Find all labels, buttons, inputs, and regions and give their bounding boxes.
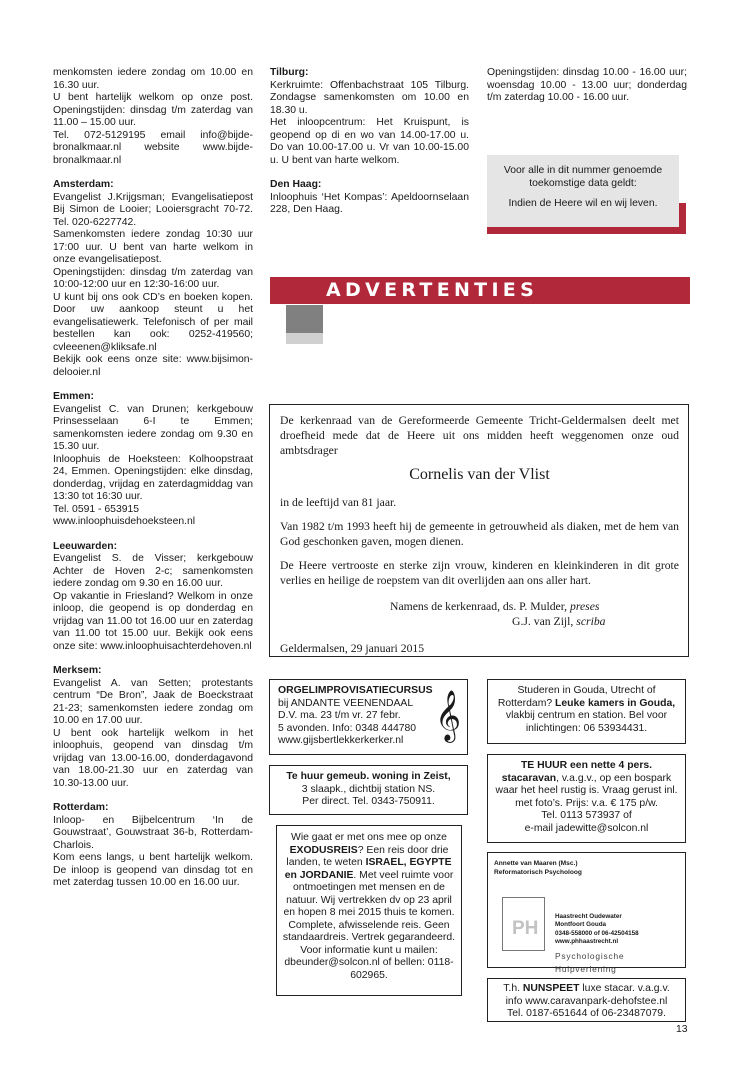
signature-line [280,614,679,629]
section-heading-amsterdam: Amsterdam: [53,179,114,190]
section-heading-emmen: Emmen: [53,391,94,402]
text-paragraph: Openingstijden: dinsdag 10.00 - 16.00 uur; woensdag 10.00 - 13.00 uur; donderdag t/m zaterdag 10.00 - 16.00 uur. [487,67,687,103]
ad-address [555,913,639,946]
text-paragraph: U bent hartelijk welkom op onze post. Openingstijden: dinsdag t/m zaterdag van 11.00 – 15.00 uur. [53,92,253,128]
death-notice-intro: De kerkenraad van de Gereformeerde Gemeente Tricht-Geldermalsen deelt met droefheid mede dat de Heere uit ons midden heeft weggenomen onze oud ambtsdrager [280,414,679,457]
section-heading-tilburg: Tilburg: [270,67,309,78]
text-paragraph: Evangelist A. van Setten; protestants centrum “De Bron”, Jaak de Boeckstraat 21-23; samenkomsten iedere zondag om 10.00 en 17.00 uur. [53,677,253,726]
signature-text: G.J. van Zijl, [512,615,577,628]
ad-text-part: T.h. [503,983,523,994]
ad-line: Tel. 0113 573937 of [541,810,632,821]
text-paragraph: Tel. 072-5129195 email info@bijde-bronalkmaar.nl website www.bijde-bronalkmaar.nl [53,129,253,166]
ad-line: 0348-558000 of 06-42504158 [555,929,639,937]
text-paragraph: Inloop- en Bijbelcentrum ‘In de Gouwstraat’, Gouwstraat 36-b, Rotterdam-Charlois. [53,814,253,851]
ad-line: 3 slaapk., dichtbij station NS. [301,783,436,795]
ad-subtitle: Reformatorisch Psycholoog [494,869,582,876]
signature-role: preses [570,600,600,613]
section-heading-den-haag: Den Haag: [270,179,322,190]
ad-line: Haastrecht Oudewater [555,913,622,920]
section-heading-merksem: Merksem: [53,665,102,676]
ad-line: e-mail jadewitte@solcon.nl [524,822,649,834]
advertenties-title: ADVERTENTIES [326,279,539,301]
ad-line: www.phhaastrecht.nl [555,937,619,945]
page-number: 13 [676,1024,688,1035]
decorative-square [286,305,323,333]
death-notice-age: in de leeftijd van 81 jaar. [280,496,397,509]
ad-line: bij ANDANTE VEENENDAAL [278,697,414,709]
ad-text-part: Wie gaat er met ons mee op onze [291,832,447,843]
text-paragraph: Kerkruimte: Offenbachstraat 105 Tilburg. Zondagse samenkomsten om 10.00 en 18.30 u. [270,79,469,116]
ad-psychologist [487,852,686,974]
ad-text-part: vlakbij centrum en station. Bel voor inlichtingen: 06 53934431. [505,710,668,734]
ad-text-bold: NUNSPEET [522,983,580,994]
ad-name: Annette van Maaren (Msc.) [494,860,578,867]
text-paragraph: Samenkomsten iedere zondag 10:30 uur 17:00 uur. U bent van harte welkom in onze evangelisatiepost. [53,229,253,265]
text-paragraph: Inloophuis de Hoeksteen: Kolhoopstraat 24, Emmen. Openingstijden: elke dinsdag, donderdag, vrijdag en zaterdagmiddag van 13:30 tot 16:30 uur. [53,453,253,502]
ad-zeist-rental [269,765,468,815]
ad-footer: Psychologische Hulpverlening [555,951,625,974]
ad-line: D.V. ma. 23 t/m vr. 27 febr. [278,710,401,721]
signature-line [280,599,679,614]
ad-caravan-rental [487,754,686,843]
ad-text [281,832,457,982]
text-paragraph: U kunt bij ons ook CD’s en boeken kopen. Door uw aankoop steunt u het evangelisatiewerk. Telefonisch of per mail bestellen kan ook: 0252-419560; cvleeenen@kliksafe.nl [53,291,253,353]
ad-text-bold: Leuke kamers in Gouda, [555,697,676,709]
signature-text: Namens de kerkenraad, ds. P. Mulder, [390,600,570,613]
column-right [487,67,687,105]
ad-gouda-rooms [487,679,686,744]
text-paragraph: Tel. 0591 - 653915 [53,503,140,515]
text-paragraph: Evangelist S. de Visser; kerkgebouw Achter de Hoven 2-c; samenkomsten iedere zondag om 9.30 en 16.00 uur. [53,553,253,589]
ad-text-part: luxe stacar. v.a.g.v. [579,983,670,994]
ad-line: Montfoort Gouda [555,921,607,929]
signature-role: scriba [576,615,606,628]
ad-text [492,760,681,810]
ad-text [490,685,683,735]
ad-text-part: Studeren in Gouda, Utrecht of Rotterdam? [497,685,656,709]
text-paragraph: www.inloophuisdehoeksteen.nl [53,516,196,527]
text-paragraph: Op vakantie in Friesland? Welkom in onze inloop, die geopend is op donderdag en vrijdag van 11.00 tot 16.00 uur en zaterdag van 11.00 tot 15.00 uur. Bekijk ook eens onze site: www.inloophuisachterdehoven.nl [53,590,253,652]
logo-text: PH [512,918,539,939]
ad-text-bold: EXODUSREIS [289,844,358,856]
notice-line: Voor alle in dit nummer genoemde toekomstige data geldt: [503,165,663,189]
ad-line: Per direct. Tel. 0343-750911. [302,796,435,807]
text-paragraph: Evangelist J.Krijgsman; Evangelisatiepost Bij Simon de Looier; Looiersgracht 70-72. Tel. 020-6227742. [53,191,253,228]
ad-line: www.gijsbertlekkerkerker.nl [278,735,404,746]
ad-nunspeet-caravan [487,978,686,1022]
ad-title: ORGELIMPROVISATIECURSUS [278,685,433,696]
text-paragraph: Inloophuis ‘Het Kompas’: Apeldoornselaan 228, Den Haag. [270,191,469,215]
ad-title: Te huur gemeub. woning in Zeist, [286,771,451,782]
ad-exodus-trip [276,825,462,996]
text-paragraph: Kom eens langs, u bent hartelijk welkom. De inloop is geopend van dinsdag tot en met zaterdag tussen 10.00 en 16.00 uur. [53,852,253,888]
notice-line: Indien de Heere wil en wij leven. [508,198,658,209]
ph-logo [502,897,545,951]
section-heading-rotterdam: Rotterdam: [53,802,109,813]
place-date: Geldermalsen, 29 januari 2015 [280,642,425,655]
ad-line: info www.caravanpark-dehofstee.nl [505,995,668,1007]
text-paragraph: Het inloopcentrum: Het Kruispunt, is geopend op di en wo van 14.00-17.00 u. Do van 10.00-17.00 u. Vr van 10.00-15.00 u. U bent van harte welkom. [270,117,469,166]
text-paragraph: U bent ook hartelijk welkom in het inloophuis, geopend van dinsdag t/m vrijdag van 13.00-16.00, donderdagavond van 18.00-21.30 uur en zaterdag van 10.30-13.00 uur. [53,727,253,789]
deceased-name: Cornelis van der Vlist [409,466,550,483]
column-middle [270,67,469,217]
ad-line: Tel. 0187-651644 of 06-23487079. [507,1008,666,1019]
ad-text-part: . Met veel ruimte voor ontmoetingen met mensen en de natuur. Wij vertrekken dv op 23 april en hopen 8 mei 2015 thuis te komen. Complete, afwisselende reis. Geen standaardreis. Vertrek gegarandeerd. Voor informatie kunt u mailen: dbeunder@solcon.nl of bellen: 0118-602965. [282,869,456,981]
ad-line: 5 avonden. Info: 0348 444780 [278,722,417,734]
ad-text-bold: ISRAEL, EGYPTE en JORDANIE [284,857,452,881]
text-paragraph: menkomsten iedere zondag om 10.00 en 16.30 uur. [53,67,253,91]
ad-organ-course [269,679,468,755]
death-notice-service: Van 1982 t/m 1993 heeft hij de gemeente in getrouwheid als diaken, met de hem van God geschonken gaven, mogen dienen. [280,520,679,548]
column-left [53,67,253,890]
text-paragraph: Openingstijden: dinsdag t/m zaterdag van 10:00-12:00 uur en 12:30-16:00 uur. [53,266,253,290]
death-notice-comfort: De Heere vertrooste en sterke zijn vrouw, kinderen en kleinkinderen in dit grote verlies en heilige de roepstem van dit overlijden aan ons aller hart. [280,559,679,587]
notice-box [487,155,679,227]
ad-text-part: ? Een reis door drie landen, te weten [286,844,449,868]
text-paragraph: Evangelist C. van Drunen; kerkgebouw Prinsesselaan 6-I te Emmen; samenkomsten iedere zondag om 9.30 en 15.30 uur. [53,403,253,452]
notice-shadow [487,227,686,234]
text-paragraph: Bekijk ook eens onze site: www.bijsimon-delooier.nl [53,354,253,378]
ad-text-part: , v.a.g.v., op een bospark waar het heel rustig is. Vraag gerust inl. met foto’s. Prijs: v.a. € 175 p/w. [495,772,678,809]
ad-text-bold: TE HUUR een nette 4 pers. stacaravan [501,760,653,784]
section-heading-leeuwarden: Leeuwarden: [53,540,118,552]
death-notice [269,404,689,657]
treble-clef-icon: 𝄞 [434,690,461,741]
ad-text [490,983,683,996]
